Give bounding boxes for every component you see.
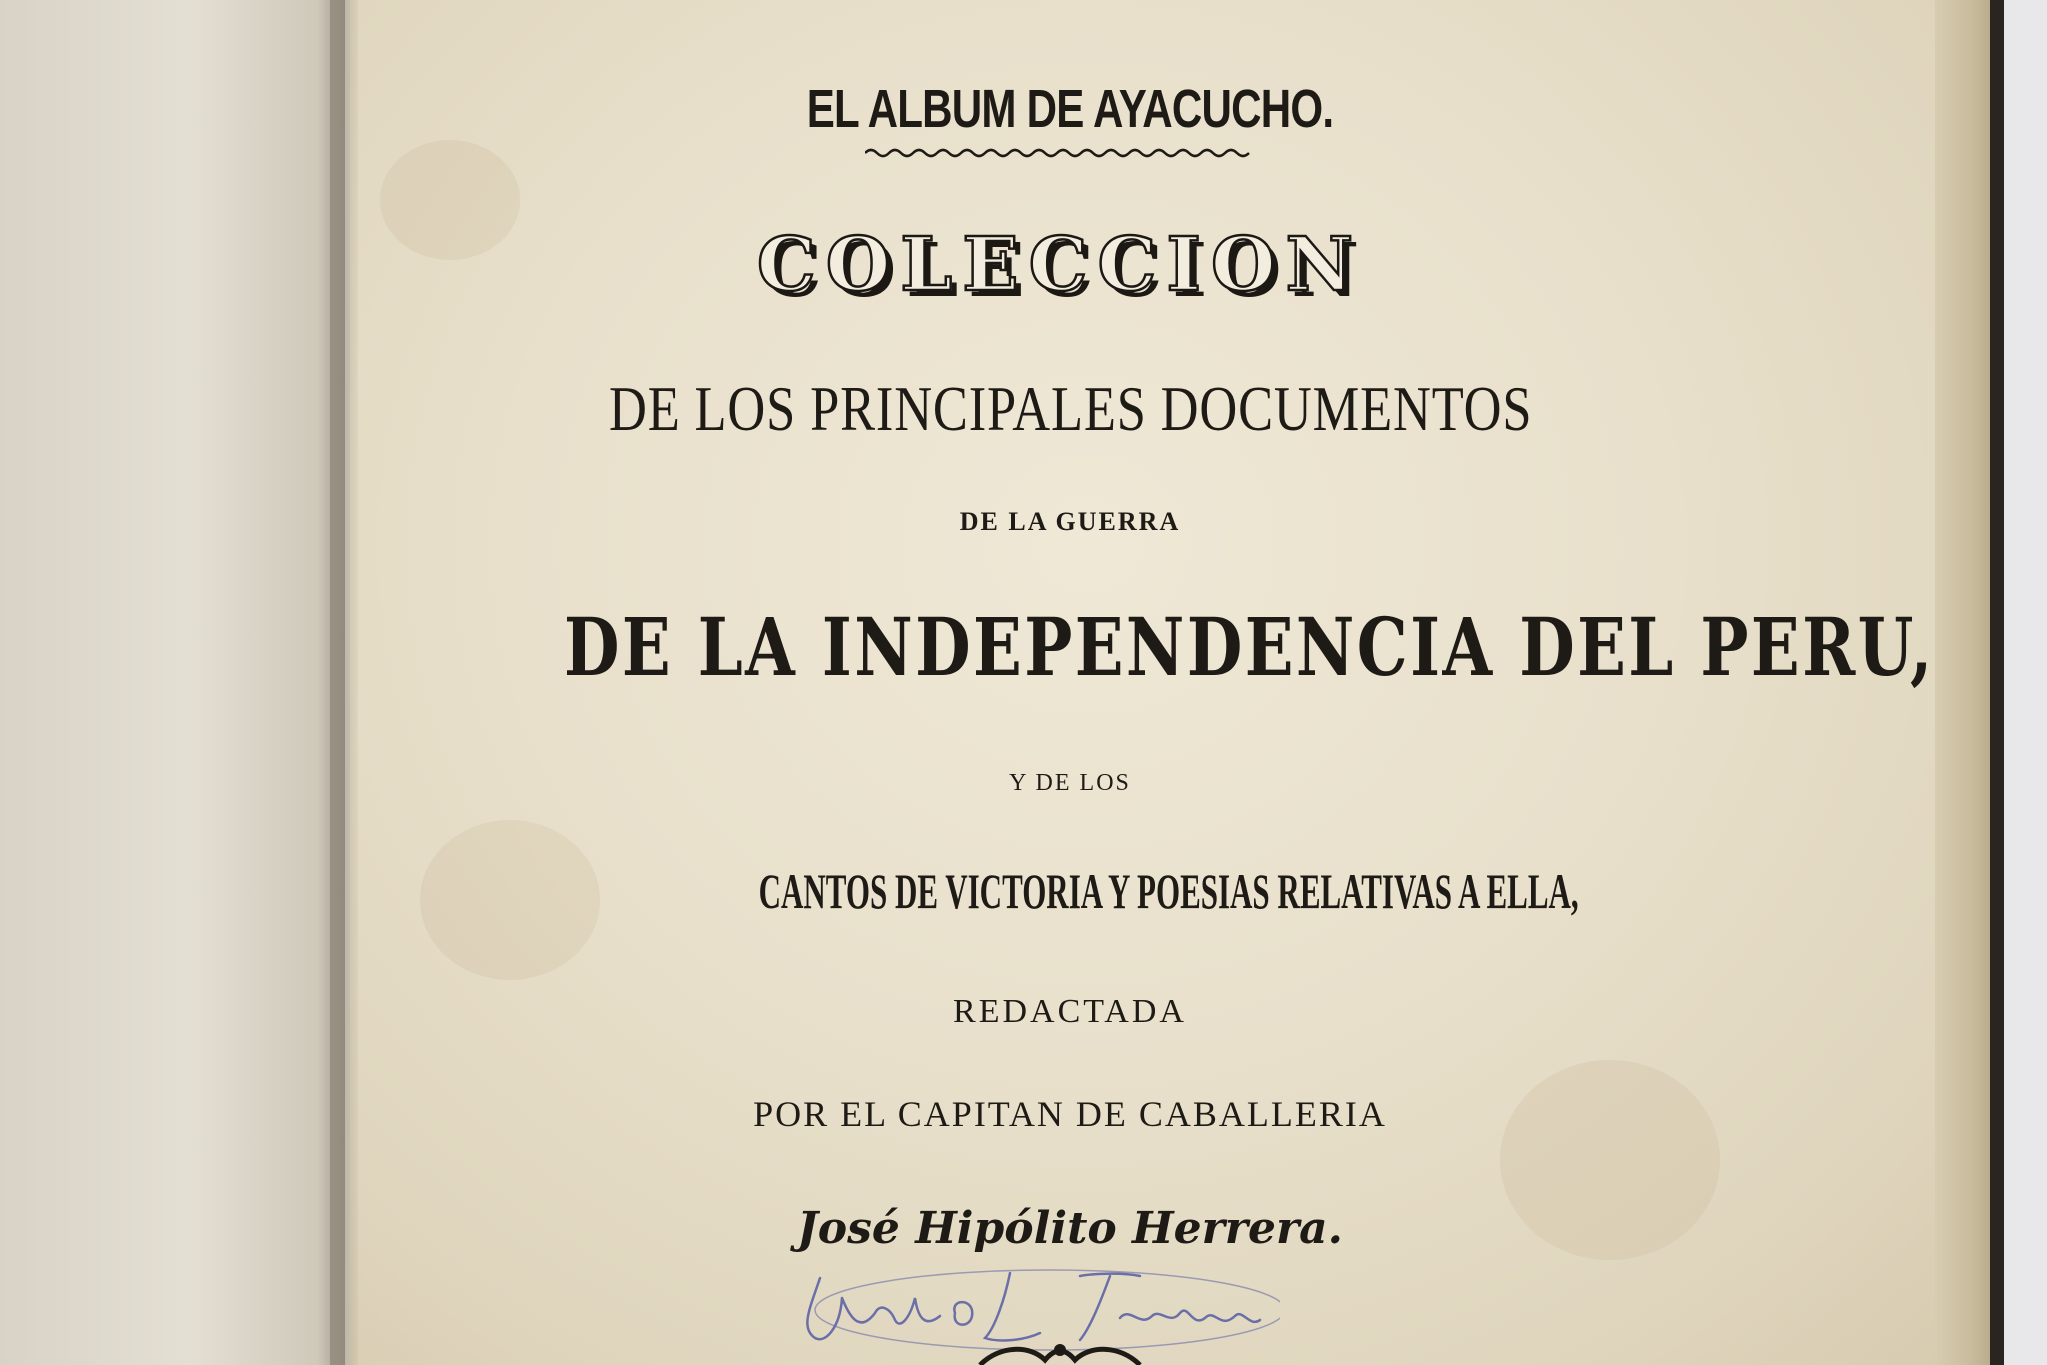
gutter-shadow [330, 0, 358, 1365]
wavy-rule-ornament [865, 146, 1250, 160]
coleccion-heading: COLECCION [756, 222, 1364, 308]
album-title: EL ALBUM DE AYACUCHO. [806, 79, 1334, 139]
page-edge [1935, 0, 1995, 1365]
left-blank-page [0, 0, 345, 1365]
foxing-stain [1500, 1060, 1720, 1260]
subtitle-redactada: REDACTADA [953, 993, 1187, 1030]
subtitle-guerra: DE LA GUERRA [959, 507, 1181, 536]
foxing-stain [420, 820, 600, 980]
foxing-stain [380, 140, 520, 260]
subtitle-cantos: CANTOS DE VICTORIA Y POESIAS RELATIVAS A ELLA, [758, 863, 1579, 919]
subtitle-principales: DE LOS PRINCIPALES DOCUMENTOS [609, 373, 1533, 444]
subtitle-independencia: DE LA INDEPENDENCIA DEL PERU, [564, 600, 1935, 694]
author-name: José Hipólito Herrera. [796, 1203, 1343, 1254]
cover-board [1990, 0, 2004, 1365]
subtitle-y-de-los: Y DE LOS [1009, 770, 1131, 796]
backdrop [2004, 0, 2047, 1365]
subtitle-capitan: POR EL CAPITAN DE CABALLERIA [753, 1094, 1387, 1134]
printer-ornament [960, 1340, 1160, 1365]
